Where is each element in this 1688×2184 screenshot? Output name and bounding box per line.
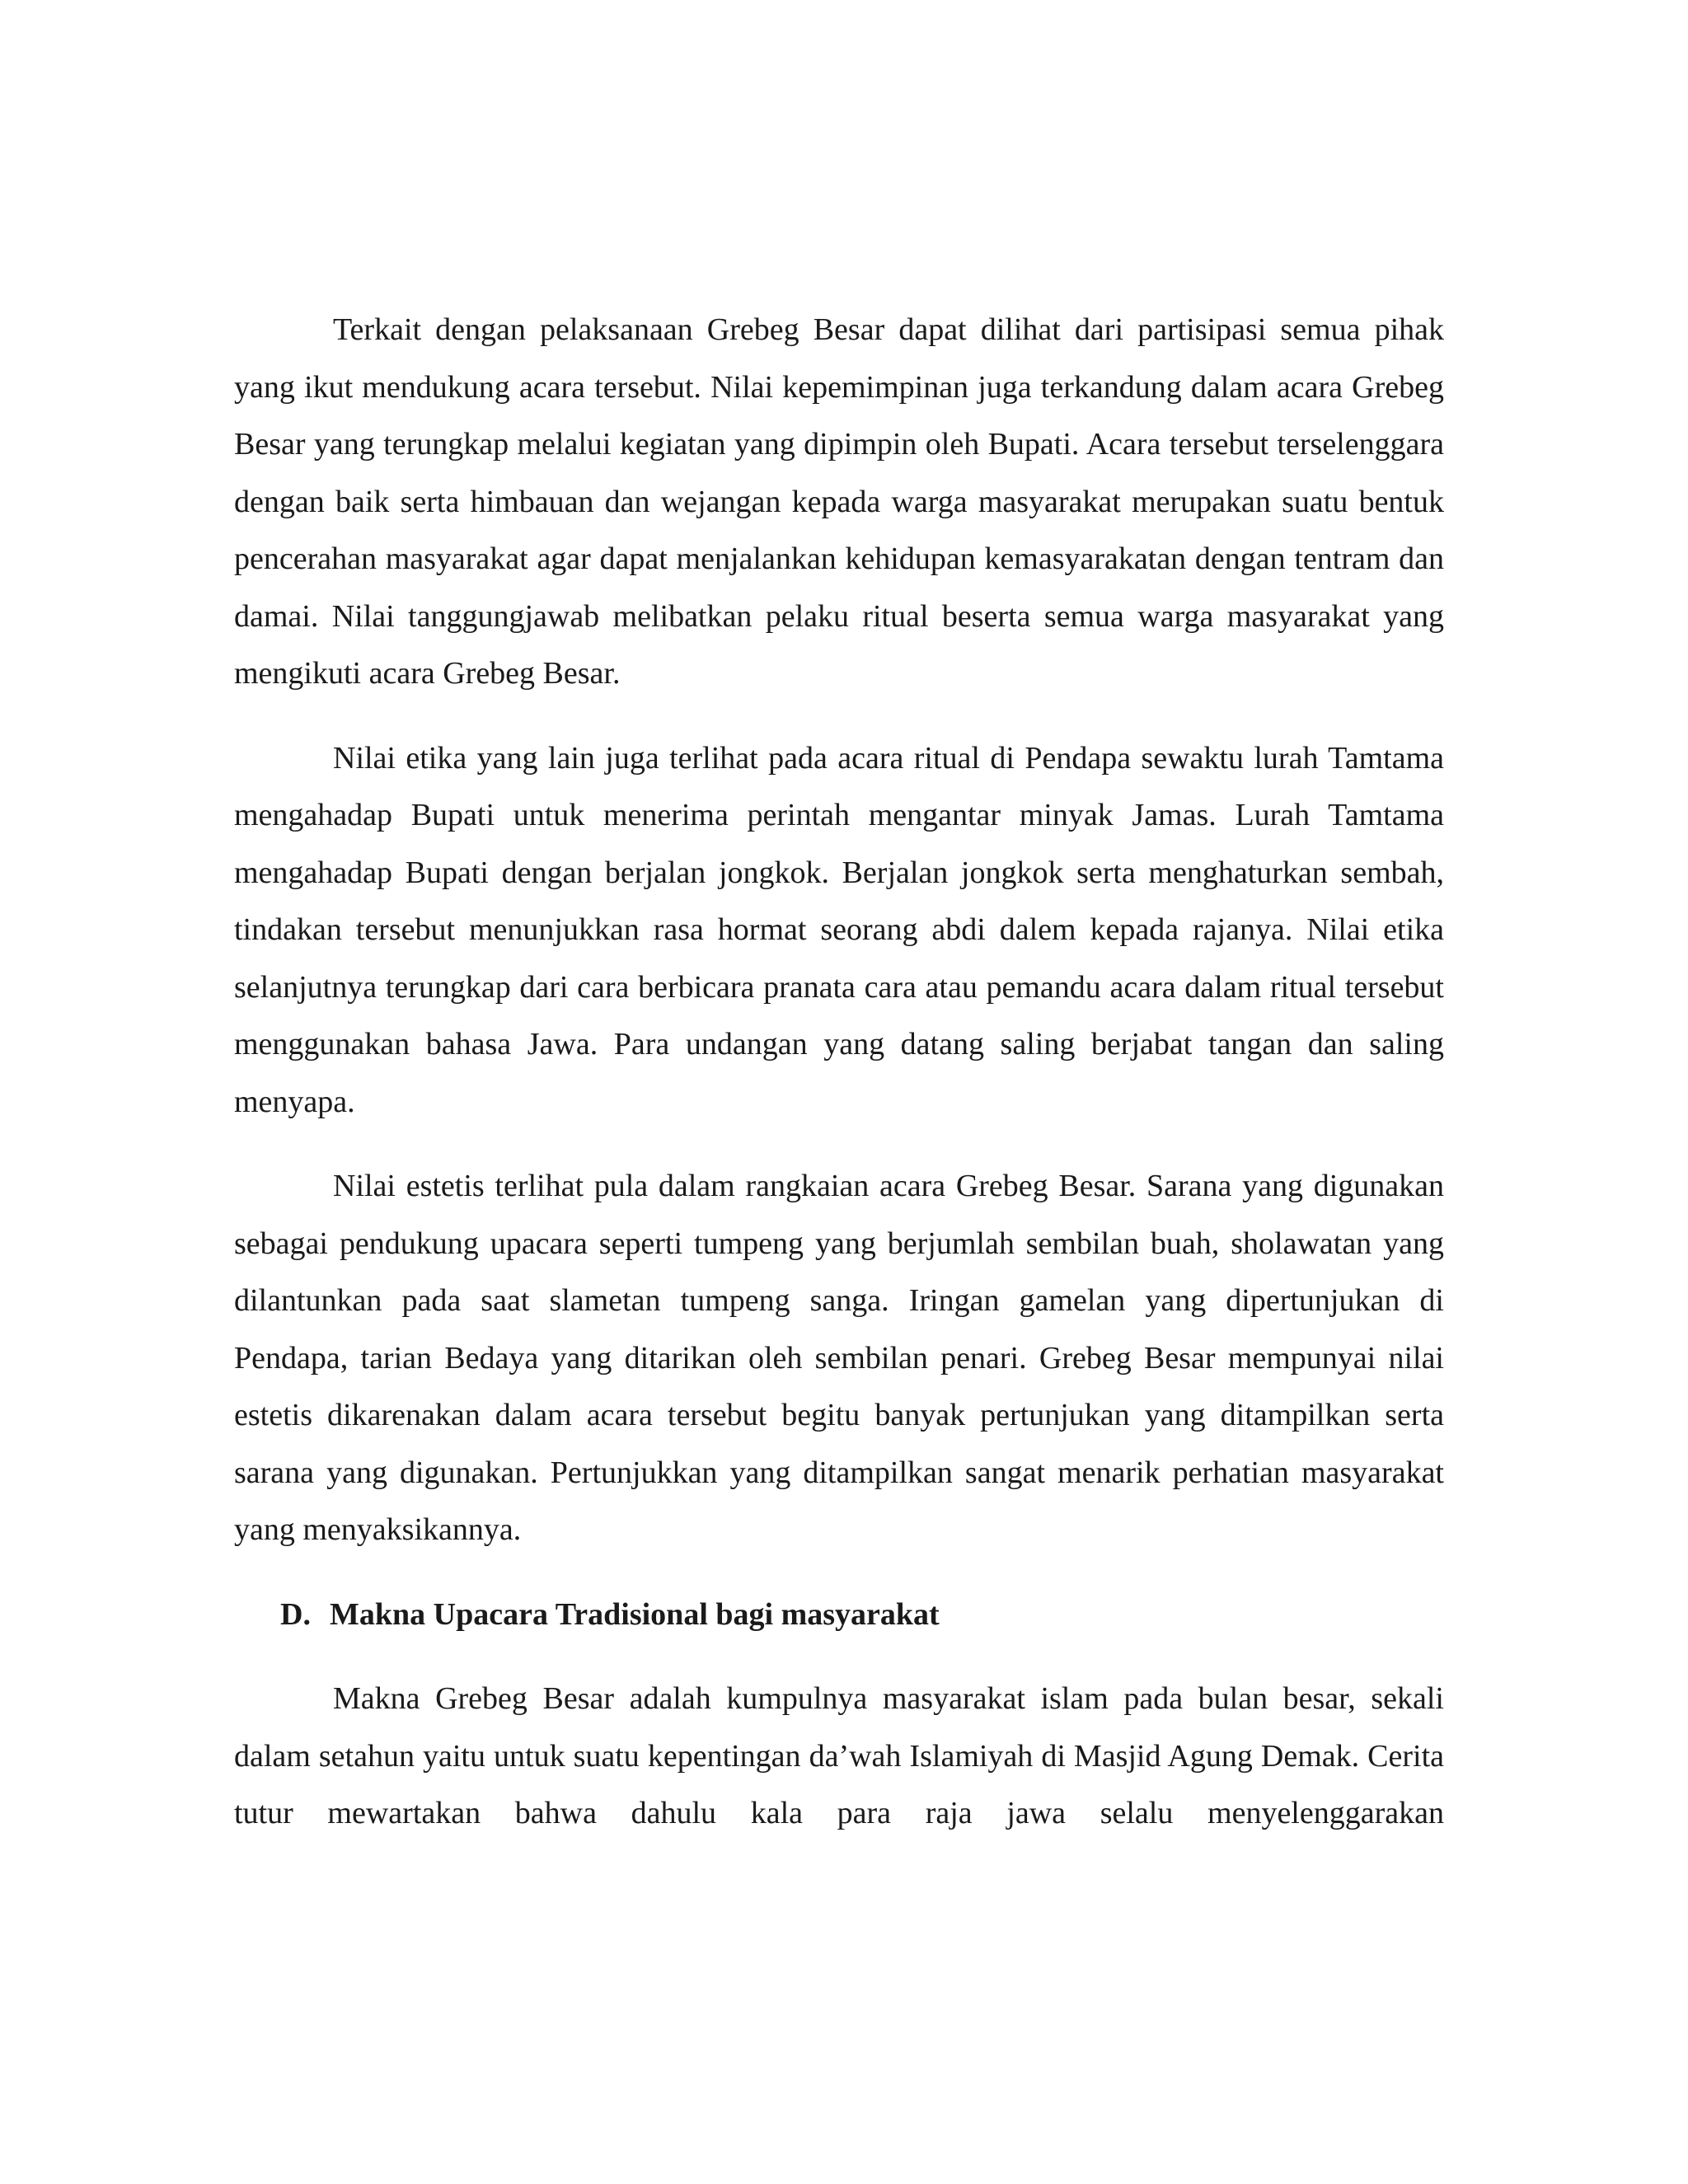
section-letter: D.	[280, 1596, 311, 1632]
section-heading	[234, 1586, 1444, 1644]
paragraph-ethics: Nilai etika yang lain juga terlihat pada acara ritual di Pendapa sewaktu lurah Tamtama mengahadap Bupati untuk menerima perintah mengantar minyak Jamas. Lurah Tamtama mengahadap Bupati dengan berjalan jongkok. Berjalan jongkok serta menghaturkan sembah, tindakan tersebut menunjukkan rasa hormat seorang abdi dalem kepada rajanya. Nilai etika selanjutnya terungkap dari cara berbicara pranata cara atau pemandu acara dalam ritual tersebut menggunakan bahasa Jawa. Para undangan yang datang saling berjabat tangan dan saling menyapa.	[234, 740, 1444, 1119]
section-title: Makna Upacara Tradisional bagi masyarakat	[330, 1596, 940, 1632]
paragraph-aesthetics: Nilai estetis terlihat pula dalam rangkaian acara Grebeg Besar. Sarana yang digunakan sebagai pendukung upacara seperti tumpeng yang berjumlah sembilan buah, sholawatan yang dilantunkan pada saat slametan tumpeng sanga. Iringan gamelan yang dipertunjukan di Pendapa, tarian Bedaya yang ditarikan oleh sembilan penari. Grebeg Besar mempunyai nilai estetis dikarenakan dalam acara tersebut begitu banyak pertunjukan yang ditampilkan serta sarana yang digunakan. Pertunjukkan yang ditampilkan sangat menarik perhatian masyarakat yang menyaksikannya.	[234, 1169, 1444, 1547]
paragraph-meaning: Makna Grebeg Besar adalah kumpulnya masyarakat islam pada bulan besar, sekali dalam setahun yaitu untuk suatu kepentingan da’wah Islamiyah di Masjid Agung Demak. Cerita tutur mewartakan bahwa dahulu kala para raja jawa selalu menyelenggarakan	[234, 1681, 1444, 1830]
document-body	[234, 302, 1444, 1843]
paragraph-participation: Terkait dengan pelaksanaan Grebeg Besar dapat dilihat dari partisipasi semua pihak yang ikut mendukung acara tersebut. Nilai kepemimpinan juga terkandung dalam acara Grebeg Besar yang terungkap melalui kegiatan yang dipimpin oleh Bupati. Acara tersebut terselenggara dengan baik serta himbauan dan wejangan kepada warga masyarakat merupakan suatu bentuk pencerahan masyarakat agar dapat menjalankan kehidupan kemasyarakatan dengan tentram dan damai. Nilai tanggungjawab melibatkan pelaku ritual beserta semua warga masyarakat yang mengikuti acara Grebeg Besar.	[234, 312, 1444, 691]
